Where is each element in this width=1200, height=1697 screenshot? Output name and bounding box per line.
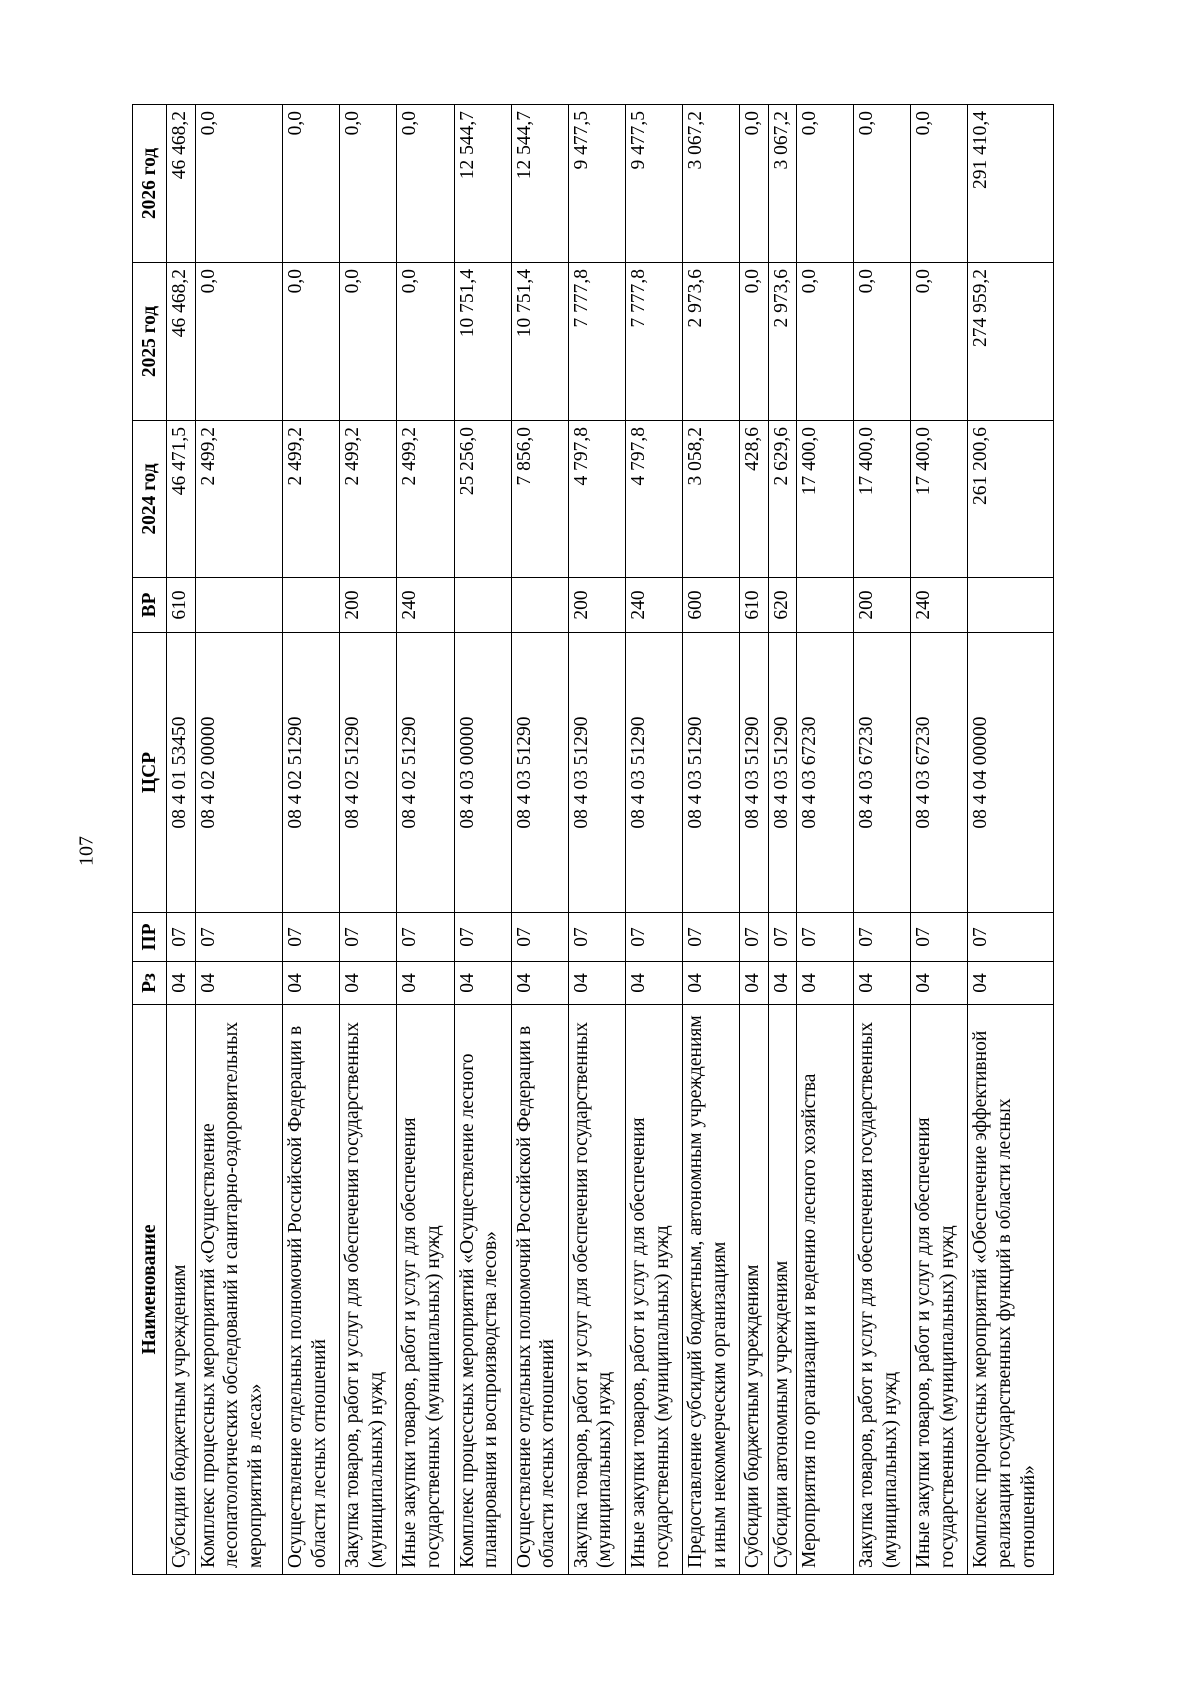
cell-rz: 04 [968,962,1054,1005]
cell-2024: 3 058,2 [682,421,739,578]
cell-2026: 12 544,7 [511,105,568,263]
cell-2026: 0,0 [195,105,283,263]
cell-name: Иные закупки товаров, работ и услуг для обеспечения государственных (муниципальных) нужд [397,1005,454,1575]
cell-pr: 07 [625,913,682,962]
cell-2026: 0,0 [739,105,768,263]
table-row [454,105,511,1575]
cell-csr: 08 4 03 67230 [854,633,911,913]
cell-2024: 25 256,0 [454,421,511,578]
cell-name: Закупка товаров, работ и услуг для обеспечения государственных (муниципальных) нужд [568,1005,625,1575]
cell-vr: 240 [911,578,968,633]
table-row [568,105,625,1575]
cell-rz: 04 [739,962,768,1005]
cell-2026: 0,0 [797,105,854,263]
cell-vr [454,578,511,633]
cell-name: Закупка товаров, работ и услуг для обеспечения государственных (муниципальных) нужд [340,1005,397,1575]
cell-rz: 04 [911,962,968,1005]
cell-csr: 08 4 03 51290 [682,633,739,913]
cell-rz: 04 [797,962,854,1005]
cell-name: Иные закупки товаров, работ и услуг для обеспечения государственных (муниципальных) нужд [911,1005,968,1575]
cell-2025: 0,0 [797,263,854,421]
cell-2026: 0,0 [854,105,911,263]
header-rz: Рз [133,962,167,1005]
cell-2025: 0,0 [340,263,397,421]
cell-pr: 07 [854,913,911,962]
table-row [167,105,196,1575]
cell-pr: 07 [397,913,454,962]
cell-csr: 08 4 03 51290 [511,633,568,913]
cell-2024: 2 499,2 [397,421,454,578]
cell-rz: 04 [283,962,340,1005]
cell-rz: 04 [397,962,454,1005]
table-row [283,105,340,1575]
table-row [797,105,854,1575]
cell-2025: 0,0 [397,263,454,421]
cell-2024: 2 499,2 [340,421,397,578]
cell-rz: 04 [682,962,739,1005]
cell-2024: 428,6 [739,421,768,578]
cell-vr: 240 [625,578,682,633]
cell-csr: 08 4 03 51290 [568,633,625,913]
cell-2024: 261 200,6 [968,421,1054,578]
cell-name: Предоставление субсидий бюджетным, автономным учреждениям и иным некоммерческим организациям [682,1005,739,1575]
cell-2024: 17 400,0 [797,421,854,578]
cell-vr: 200 [340,578,397,633]
cell-vr: 600 [682,578,739,633]
cell-vr [283,578,340,633]
cell-csr: 08 4 03 67230 [911,633,968,913]
cell-2024: 17 400,0 [911,421,968,578]
cell-pr: 07 [797,913,854,962]
cell-name: Осуществление отдельных полномочий Российской Федерации в области лесных отношений [283,1005,340,1575]
header-csr: ЦСР [133,633,167,913]
rotated-table-container [132,105,1054,1575]
cell-2025: 46 468,2 [167,263,196,421]
table-row [854,105,911,1575]
cell-vr: 610 [167,578,196,633]
cell-pr: 07 [739,913,768,962]
cell-2026: 12 544,7 [454,105,511,263]
cell-2026: 3 067,2 [682,105,739,263]
cell-vr [511,578,568,633]
cell-name: Иные закупки товаров, работ и услуг для обеспечения государственных (муниципальных) нужд [625,1005,682,1575]
cell-name: Осуществление отдельных полномочий Российской Федерации в области лесных отношений [511,1005,568,1575]
cell-csr: 08 4 03 51290 [768,633,797,913]
cell-pr: 07 [454,913,511,962]
cell-pr: 07 [340,913,397,962]
cell-name: Закупка товаров, работ и услуг для обеспечения государственных (муниципальных) нужд [854,1005,911,1575]
page-number-text: 107 [75,836,98,866]
cell-2024: 4 797,8 [568,421,625,578]
cell-2025: 0,0 [283,263,340,421]
cell-csr: 08 4 02 51290 [283,633,340,913]
cell-2026: 46 468,2 [167,105,196,263]
table-row [739,105,768,1575]
cell-vr [797,578,854,633]
table-row [968,105,1054,1575]
cell-vr: 620 [768,578,797,633]
table-row [340,105,397,1575]
cell-name: Комплекс процессных мероприятий «Обеспечение эффективной реализации государственных функций в области лесных отношений» [968,1005,1054,1575]
cell-2024: 2 629,6 [768,421,797,578]
cell-rz: 04 [340,962,397,1005]
cell-2025: 7 777,8 [625,263,682,421]
cell-csr: 08 4 02 51290 [340,633,397,913]
cell-rz: 04 [568,962,625,1005]
table-body [167,105,1054,1575]
header-pr: ПР [133,913,167,962]
cell-pr: 07 [768,913,797,962]
cell-vr: 200 [854,578,911,633]
cell-2025: 7 777,8 [568,263,625,421]
header-name: Наименование [133,1005,167,1575]
cell-2026: 0,0 [911,105,968,263]
cell-csr: 08 4 04 00000 [968,633,1054,913]
cell-2026: 291 410,4 [968,105,1054,263]
cell-vr: 200 [568,578,625,633]
cell-2025: 0,0 [911,263,968,421]
cell-name: Субсидии автономным учреждениям [768,1005,797,1575]
table-row [625,105,682,1575]
cell-2026: 9 477,5 [568,105,625,263]
cell-csr: 08 4 03 51290 [739,633,768,913]
cell-vr: 240 [397,578,454,633]
cell-2025: 0,0 [195,263,283,421]
cell-2025: 274 959,2 [968,263,1054,421]
header-2025: 2025 год [133,263,167,421]
cell-2025: 10 751,4 [511,263,568,421]
cell-csr: 08 4 02 51290 [397,633,454,913]
cell-2024: 4 797,8 [625,421,682,578]
header-2026: 2026 год [133,105,167,263]
cell-2025: 0,0 [739,263,768,421]
table-row [195,105,283,1575]
cell-2024: 46 471,5 [167,421,196,578]
cell-pr: 07 [283,913,340,962]
cell-rz: 04 [195,962,283,1005]
table-row [511,105,568,1575]
cell-2024: 2 499,2 [195,421,283,578]
cell-vr: 610 [739,578,768,633]
cell-rz: 04 [854,962,911,1005]
cell-vr [968,578,1054,633]
cell-name: Субсидии бюджетным учреждениям [167,1005,196,1575]
cell-2025: 2 973,6 [768,263,797,421]
cell-pr: 07 [167,913,196,962]
cell-pr: 07 [195,913,283,962]
table-row [397,105,454,1575]
cell-csr: 08 4 03 00000 [454,633,511,913]
cell-name: Комплекс процессных мероприятий «Осуществление лесного планирования и воспроизводства лесов» [454,1005,511,1575]
table-header-row [133,105,167,1575]
cell-csr: 08 4 03 67230 [797,633,854,913]
table-row [911,105,968,1575]
cell-2024: 17 400,0 [854,421,911,578]
cell-2026: 0,0 [397,105,454,263]
cell-pr: 07 [511,913,568,962]
cell-csr: 08 4 02 00000 [195,633,283,913]
cell-csr: 08 4 03 51290 [625,633,682,913]
cell-pr: 07 [968,913,1054,962]
cell-2024: 7 856,0 [511,421,568,578]
cell-csr: 08 4 01 53450 [167,633,196,913]
cell-2026: 9 477,5 [625,105,682,263]
cell-vr [195,578,283,633]
cell-pr: 07 [568,913,625,962]
cell-2024: 2 499,2 [283,421,340,578]
cell-2025: 10 751,4 [454,263,511,421]
table-row [768,105,797,1575]
cell-rz: 04 [625,962,682,1005]
cell-rz: 04 [511,962,568,1005]
table-row [682,105,739,1575]
cell-2025: 0,0 [854,263,911,421]
cell-pr: 07 [911,913,968,962]
cell-name: Субсидии бюджетным учреждениям [739,1005,768,1575]
cell-pr: 07 [682,913,739,962]
header-vr: ВР [133,578,167,633]
cell-rz: 04 [167,962,196,1005]
cell-2026: 3 067,2 [768,105,797,263]
cell-rz: 04 [454,962,511,1005]
cell-name: Комплекс процессных мероприятий «Осуществление лесопатологических обследований и санитарно-оздоровительных мероприятий в лесах» [195,1005,283,1575]
cell-rz: 04 [768,962,797,1005]
budget-table [132,104,1054,1575]
cell-name: Мероприятия по организации и ведению лесного хозяйства [797,1005,854,1575]
cell-2025: 2 973,6 [682,263,739,421]
cell-2026: 0,0 [340,105,397,263]
cell-2026: 0,0 [283,105,340,263]
header-2024: 2024 год [133,421,167,578]
